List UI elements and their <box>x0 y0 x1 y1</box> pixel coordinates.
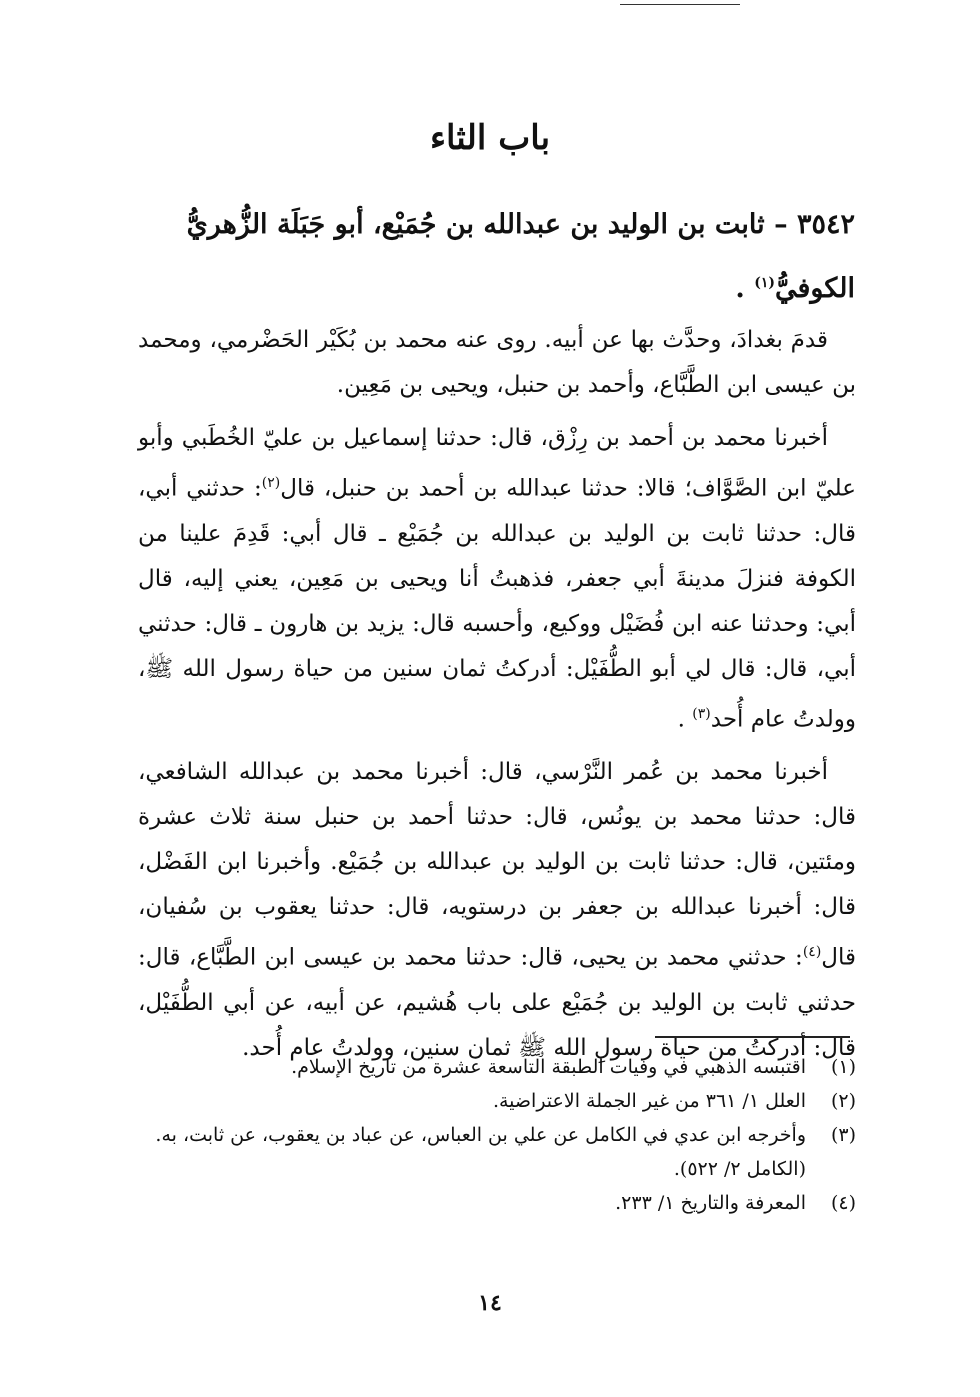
paragraph-2-part-a: أخبرنا محمد بن أحمد بن رِزْق، قال: حدثنا إسماعيل بن عليّ الخُطَبي وأبو عليّ ابن الصَّوَّاف؛ قالا: حدثنا عبدالله بن أحمد بن حنبل، قال <box>138 425 856 502</box>
paragraph-3-part-b: : حدثني محمد بن يحيى، قال: حدثنا محمد بن عيسى ابن الطَّبَّاع، قال: حدثني ثابت بن الوليد بن جُمَيْع على باب هُشيم، عن أبيه، عن أبي الطُّفَيْل، قال: أدركتُ من حياة رسولِ الله ﷺ ثمان سنين، وولدتُ عام أُحد. <box>138 944 856 1061</box>
footnote-ref-3: (٣) <box>692 705 711 722</box>
footnote-2 <box>138 1084 856 1118</box>
paragraph-3-part-a: أخبرنا محمد بن عُمر النَّرْسي، قال: أخبرنا محمد بن عبدالله الشافعي، قال: حدثنا محمد بن يونُس، قال: حدثنا أحمد بن حنبل سنة ثلاث عشرة ومئتين، قال: حدثنا ثابت بن الوليد بن عبدالله بن جُمَيْع. وأخبرنا ابن الفَضْل، قال: أخبرنا عبدالله بن جعفر بن درستويه، قال: حدثنا يعقوب بن سُفيان، قال <box>138 759 856 971</box>
entry-heading <box>140 196 855 318</box>
entry-name: – ثابت بن الوليد بن عبدالله بن جُمَيْع، أبو جَبَلَة الزُّهريُّ الكوفيُّ <box>186 209 855 304</box>
footnote-text: اقتبسه الذهبي في وفيات الطبقة التاسعة عشرة من تاريخ الإسلام. <box>291 1056 806 1078</box>
top-rule <box>620 4 740 5</box>
entry-number: ٣٥٤٢ <box>796 209 855 240</box>
footnote-rule <box>655 1036 850 1038</box>
footnote-ref-4: (٤) <box>802 944 822 961</box>
paragraph-2-part-c: . <box>677 706 693 733</box>
footnote-ref-1: (١) <box>754 275 775 291</box>
footnote-text: وأخرجه ابن عدي في الكامل عن علي بن العباس، عن عباد بن يعقوب، عن ثابت، به. (الكامل ٢/ ٥٢٢). <box>155 1124 806 1180</box>
paragraph-3 <box>138 750 856 1071</box>
footnote-ref-2: (٢) <box>261 475 281 491</box>
paragraph-1: قدمَ بغدادَ، وحدَّث بها عن أبيه. روى عنه محمد بن بُكَيْر الحَضْرمي، ومحمد بن عيسى ابن الطَّبَّاع، وأحمد بن حنبل، ويحيى بن مَعِين. <box>138 327 856 398</box>
footnote-number: (٣) <box>830 1124 856 1146</box>
footnote-number: (٤) <box>830 1192 856 1214</box>
footnotes <box>138 1050 856 1220</box>
footnote-3 <box>138 1118 856 1186</box>
footnote-1 <box>138 1050 856 1084</box>
page-number: ١٤ <box>478 1290 502 1316</box>
main-text <box>138 318 856 1079</box>
footnote-number: (٢) <box>830 1090 856 1112</box>
footnote-text: العلل ١/ ٣٦١ من غير الجملة الاعتراضية. <box>492 1090 806 1112</box>
paragraph-2-part-b: : حدثني أبي، قال: حدثنا ثابت بن الوليد بن عبدالله بن جُمَيْع ـ قال أبي: قَدِمَ علينا من الكوفة فنزلَ مدينةَ أبي جعفر، فذهبتُ أنا ويحيى بن مَعِين، يعني إليه، قال أبي: وحدثنا عنه ابن فُضَيْل ووكيع، وأحسبه قال: يزيد بن هارون ـ قال: حدثني أبي، قال: قال لي أبو الطُّفَيْل: أدركتُ ثمان سنين من حياة رسول الله ﷺ، وولدتُ عام أُحد <box>138 475 856 733</box>
footnote-4 <box>138 1186 856 1220</box>
footnote-text: المعرفة والتاريخ ١/ ٢٣٣. <box>615 1192 806 1214</box>
entry-end: . <box>735 273 755 304</box>
paragraph-2 <box>138 416 856 742</box>
footnote-number: (١) <box>830 1056 856 1078</box>
chapter-title: باب الثاء <box>429 118 551 158</box>
